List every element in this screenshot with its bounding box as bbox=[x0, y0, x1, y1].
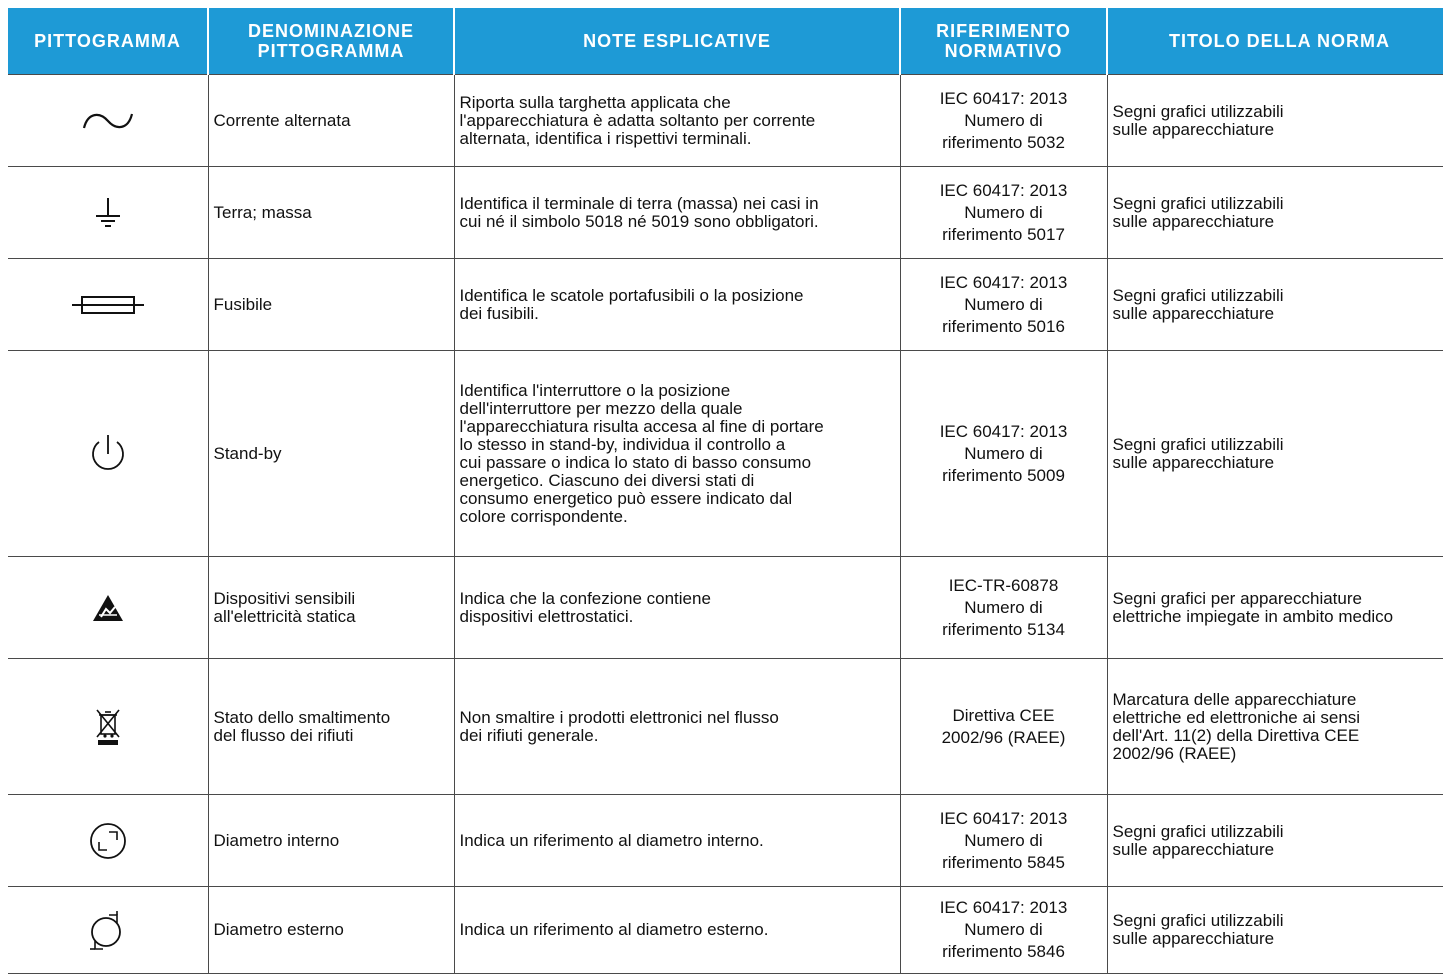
normative-reference: IEC-TR-60878 Numero di riferimento 5134 bbox=[900, 557, 1107, 659]
header-note: NOTE ESPLICATIVE bbox=[454, 8, 900, 75]
explanatory-note: Indica un riferimento al diametro interno. bbox=[454, 795, 900, 887]
explanatory-note: Indica un riferimento al diametro esterno. bbox=[454, 887, 900, 974]
standard-title: Segni grafici utilizzabili sulle apparecchiature bbox=[1107, 351, 1443, 557]
symbols-table bbox=[8, 8, 1443, 974]
table-row bbox=[8, 259, 1443, 351]
pictogram-cell bbox=[8, 75, 208, 167]
header-titolo: TITOLO DELLA NORMA bbox=[1107, 8, 1443, 75]
pictogram-name: Stato dello smaltimento del flusso dei rifiuti bbox=[208, 659, 454, 795]
table-header bbox=[8, 8, 1443, 75]
table-row bbox=[8, 659, 1443, 795]
normative-reference: IEC 60417: 2013 Numero di riferimento 5032 bbox=[900, 75, 1107, 167]
normative-reference: IEC 60417: 2013 Numero di riferimento 5017 bbox=[900, 167, 1107, 259]
table-row bbox=[8, 351, 1443, 557]
explanatory-note: Riporta sulla targhetta applicata che l'apparecchiatura è adatta soltanto per corrente alternata, identifica i rispettivi terminali. bbox=[454, 75, 900, 167]
standard-title: Marcatura delle apparecchiature elettriche ed elettroniche ai sensi dell'Art. 11(2) della Direttiva CEE 2002/96 (RAEE) bbox=[1107, 659, 1443, 795]
inner-diameter-icon bbox=[87, 820, 129, 862]
outer-diameter-icon bbox=[87, 909, 129, 951]
pictogram-name: Dispositivi sensibili all'elettricità statica bbox=[208, 557, 454, 659]
pictogram-name: Corrente alternata bbox=[208, 75, 454, 167]
standby-power-icon bbox=[86, 432, 130, 476]
normative-reference: IEC 60417: 2013 Numero di riferimento 5009 bbox=[900, 351, 1107, 557]
header-pittogramma: PITTOGRAMMA bbox=[8, 8, 208, 75]
pictogram-cell bbox=[8, 659, 208, 795]
header-denominazione: DENOMINAZIONE PITTOGRAMMA bbox=[208, 8, 454, 75]
standard-title: Segni grafici utilizzabili sulle apparecchiature bbox=[1107, 259, 1443, 351]
explanatory-note: Identifica le scatole portafusibili o la posizione dei fusibili. bbox=[454, 259, 900, 351]
standard-title: Segni grafici utilizzabili sulle apparecchiature bbox=[1107, 167, 1443, 259]
table-row bbox=[8, 887, 1443, 974]
explanatory-note: Identifica il terminale di terra (massa) nei casi in cui né il simbolo 5018 né 5019 sono obbligatori. bbox=[454, 167, 900, 259]
pictogram-cell bbox=[8, 259, 208, 351]
header-riferimento: RIFERIMENTO NORMATIVO bbox=[900, 8, 1107, 75]
pictogram-name: Fusibile bbox=[208, 259, 454, 351]
pictogram-name: Diametro esterno bbox=[208, 887, 454, 974]
pictogram-name: Stand-by bbox=[208, 351, 454, 557]
pictogram-cell bbox=[8, 557, 208, 659]
weee-crossed-bin-icon bbox=[94, 708, 122, 746]
standard-title: Segni grafici utilizzabili sulle apparecchiature bbox=[1107, 795, 1443, 887]
normative-reference: IEC 60417: 2013 Numero di riferimento 5846 bbox=[900, 887, 1107, 974]
earth-ground-icon bbox=[93, 196, 123, 230]
pictogram-cell bbox=[8, 167, 208, 259]
pictogram-name: Diametro interno bbox=[208, 795, 454, 887]
explanatory-note: Indica che la confezione contiene dispositivi elettrostatici. bbox=[454, 557, 900, 659]
fuse-icon bbox=[70, 293, 146, 317]
alternating-current-icon bbox=[78, 106, 138, 136]
standard-title: Segni grafici per apparecchiature elettriche impiegate in ambito medico bbox=[1107, 557, 1443, 659]
pictogram-name: Terra; massa bbox=[208, 167, 454, 259]
table-row bbox=[8, 75, 1443, 167]
normative-reference: IEC 60417: 2013 Numero di riferimento 5016 bbox=[900, 259, 1107, 351]
esd-sensitive-icon bbox=[91, 593, 125, 623]
table-row bbox=[8, 557, 1443, 659]
table-row bbox=[8, 167, 1443, 259]
standard-title: Segni grafici utilizzabili sulle apparecchiature bbox=[1107, 887, 1443, 974]
standard-title: Segni grafici utilizzabili sulle apparecchiature bbox=[1107, 75, 1443, 167]
pictogram-cell bbox=[8, 887, 208, 974]
table-row bbox=[8, 795, 1443, 887]
normative-reference: Direttiva CEE 2002/96 (RAEE) bbox=[900, 659, 1107, 795]
normative-reference: IEC 60417: 2013 Numero di riferimento 5845 bbox=[900, 795, 1107, 887]
pictogram-cell bbox=[8, 795, 208, 887]
explanatory-note: Identifica l'interruttore o la posizione dell'interruttore per mezzo della quale l'apparecchiatura risulta accesa al fine di portare lo stesso in stand-by, individua il controllo a cui passare o indica lo stato di basso consumo energetico. Ciascuno dei diversi stati di consumo energetico può essere indicato dal colore corrispondente. bbox=[454, 351, 900, 557]
explanatory-note: Non smaltire i prodotti elettronici nel flusso dei rifiuti generale. bbox=[454, 659, 900, 795]
pictogram-cell bbox=[8, 351, 208, 557]
